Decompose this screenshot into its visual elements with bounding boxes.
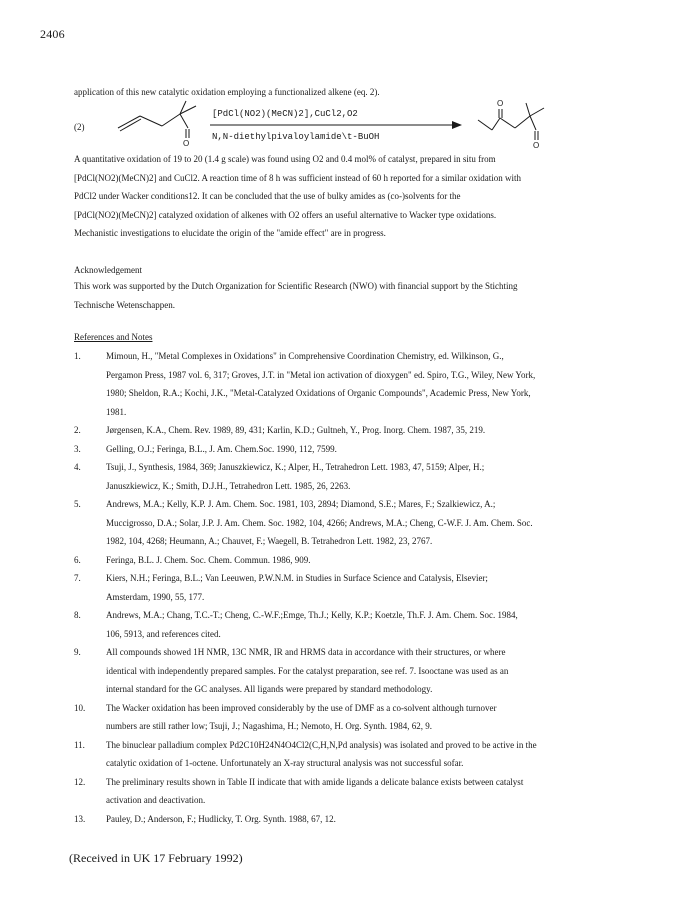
reference-line: All compounds showed 1H NMR, 13C NMR, IR and HRMS data in accordance with their structures, or where — [106, 647, 506, 657]
reference-number: 12. — [74, 776, 86, 787]
reaction-arrow-head — [452, 121, 462, 129]
reference-line: numbers are still rather low; Tsuji, J.; Nagashima, H.; Nemoto, H. Org. Synth. 1984, 62, 9. — [106, 721, 433, 731]
acknowledgement-text — [74, 277, 644, 314]
reference-text — [106, 810, 654, 829]
page-number: 2406 — [40, 27, 65, 41]
reference-text — [106, 699, 654, 736]
reference-item — [74, 773, 654, 810]
reactant-bond — [180, 106, 196, 114]
reference-text — [106, 347, 654, 421]
acknowledgement-line: This work was supported by the Dutch Organization for Scientific Research (NWO) with financial support by the Stichting — [74, 281, 518, 291]
reference-line: Kiers, N.H.; Feringa, B.L.; Van Leeuwen, P.W.N.M. in Studies in Surface Science and Catalysis, Elsevier; — [106, 573, 488, 583]
reference-line: Pauley, D.; Anderson, F.; Hudlicky, T. Org. Synth. 1988, 67, 12. — [106, 813, 336, 824]
reference-line: Andrews, M.A.; Chang, T.C.-T.; Cheng, C.-W.F.;Emge, Th.J.; Kelly, K.P.; Koetzle, Th.F. J. Am. Chem. Soc. 1984, — [106, 610, 518, 620]
product-bond — [515, 116, 530, 128]
reference-line: Tsuji, J., Synthesis, 1984, 369; Januszkiewicz, K.; Alper, H., Tetrahedron Lett. 1983, 47, 5159; Alper, H.; — [106, 462, 485, 472]
acknowledgement-heading: Acknowledgement — [74, 265, 142, 275]
reference-line: 1980; Sheldon, R.A.; Kochi, J.K., "Metal-Catalyzed Oxidations of Organic Compounds", Academic Press, New York, — [106, 388, 531, 398]
reference-text — [106, 643, 654, 699]
product-bond — [500, 118, 515, 128]
reference-text — [106, 551, 654, 570]
reference-item — [74, 569, 654, 606]
reference-line: The Wacker oxidation has been improved considerably by the use of DMF as a co-solvent although turnover — [106, 702, 497, 713]
reference-item — [74, 495, 654, 551]
reference-item — [74, 551, 654, 570]
reference-line: 1982, 104, 4268; Heumann, A.; Chauvet, F.; Waegell, B. Tetrahedron Lett. 1982, 23, 2767. — [106, 536, 433, 546]
reference-item — [74, 606, 654, 643]
equation-label: (2) — [74, 122, 85, 132]
reagents-above-arrow: [PdCl(NO2)(MeCN)2],CuCl2,O2 — [212, 109, 358, 119]
intro-line: application of this new catalytic oxidation employing a functionalized alkene (eq. 2). — [74, 87, 380, 97]
reference-number: 3. — [74, 443, 81, 454]
product-bond — [530, 108, 544, 116]
reference-item — [74, 643, 654, 699]
reference-item — [74, 736, 654, 773]
reactant-bond — [140, 116, 162, 126]
reference-text — [106, 458, 654, 495]
reaction-structures — [0, 98, 680, 153]
reference-text — [106, 495, 654, 551]
reference-number: 4. — [74, 462, 81, 472]
received-date: (Received in UK 17 February 1992) — [69, 851, 243, 865]
reference-text — [106, 773, 654, 810]
reference-number: 6. — [74, 554, 81, 565]
reference-text — [106, 736, 654, 773]
reference-line: 1981. — [106, 406, 127, 417]
reference-number: 5. — [74, 499, 81, 509]
reference-text — [106, 569, 654, 606]
product-bond — [530, 116, 536, 130]
results-paragraph — [74, 150, 644, 243]
reference-line: Andrews, M.A.; Kelly, K.P. J. Am. Chem. Soc. 1981, 103, 2894; Diamond, S.E.; Mares, F.; Szalkiewicz, A.; — [106, 499, 496, 509]
reference-number: 2. — [74, 425, 81, 435]
reactant-oxygen-label: O — [183, 139, 190, 148]
reference-item — [74, 440, 654, 459]
reference-number: 11. — [74, 739, 85, 750]
reactant-bond — [162, 114, 180, 126]
reference-line: Amsterdam, 1990, 55, 177. — [106, 591, 205, 602]
paragraph-line: PdCl2 under Wacker conditions12. It can be concluded that the use of bulky amides as (co-)solvents for the — [74, 191, 461, 201]
paragraph-line: [PdCl(NO2)(MeCN)2] and CuCl2. A reaction time of 8 h was sufficient instead of 60 h reported for a similar oxidation with — [74, 172, 521, 183]
reference-line: identical with independently prepared samples. For the catalyst preparation, see ref. 7. Isooctane was used as an — [106, 665, 509, 676]
reference-item — [74, 699, 654, 736]
reference-number: 8. — [74, 610, 81, 620]
reference-line: Gelling, O.J.; Feringa, B.L., J. Am. Chem.Soc. 1990, 112, 7599. — [106, 443, 337, 454]
reference-number: 7. — [74, 573, 81, 583]
reference-line: internal standard for the GC analyses. All ligands were prepared by standard methodology. — [106, 684, 433, 694]
paragraph-line: Mechanistic investigations to elucidate the origin of the "amide effect" are in progress. — [74, 228, 386, 238]
product-ketone-oxygen-label: O — [497, 99, 504, 108]
reference-line: Jørgensen, K.A., Chem. Rev. 1989, 89, 431; Karlin, K.D.; Gultneh, Y., Prog. Inorg. Chem. 1987, 35, 219. — [106, 425, 486, 435]
reference-text — [106, 421, 654, 440]
reference-line: Pergamon Press, 1987 vol. 6, 317; Groves, J.T. in "Metal ion activation of dioxygen" ed. Spiro, T.G., Wiley, New York, — [106, 369, 536, 380]
reference-line: 106, 5913, and references cited. — [106, 628, 221, 639]
reference-line: The preliminary results shown in Table II indicate that with amide ligands a delicate balance exists between catalyst — [106, 776, 524, 787]
reference-item — [74, 421, 654, 440]
reference-line: Januszkiewicz, K.; Smith, D.J.H., Tetrahedron Lett. 1985, 26, 2263. — [106, 480, 351, 491]
reactant-bond — [180, 114, 188, 128]
product-bond — [526, 103, 530, 116]
reference-line: Muccigrosso, D.A.; Solar, J.P. J. Am. Chem. Soc. 1982, 104, 4266; Andrews, M.A.; Cheng, C-W.F. J. Am. Chem. Soc. — [106, 517, 533, 528]
reference-text — [106, 606, 654, 643]
product-bond — [492, 118, 500, 130]
references-heading: References and Notes — [74, 332, 153, 342]
reference-line: activation and deactivation. — [106, 795, 206, 805]
reference-item — [74, 458, 654, 495]
reference-line: Feringa, B.L. J. Chem. Soc. Chem. Commun. 1986, 909. — [106, 554, 311, 565]
product-amide-oxygen-label: O — [533, 141, 540, 150]
reagents-below-arrow: N,N-diethylpivaloylamide\t-BuOH — [212, 132, 380, 142]
reference-number: 1. — [74, 351, 81, 361]
reference-item — [74, 347, 654, 421]
reference-item — [74, 810, 654, 829]
paragraph-line: [PdCl(NO2)(MeCN)2] catalyzed oxidation of alkenes with O2 offers an useful alternative to Wacker type oxidations. — [74, 209, 497, 220]
acknowledgement-line: Technische Wetenschappen. — [74, 299, 175, 310]
references-list — [74, 347, 654, 828]
reference-line: Mimoun, H., "Metal Complexes in Oxidations" in Comprehensive Coordination Chemistry, ed. Wilkinson, G., — [106, 351, 504, 361]
reference-line: catalytic oxidation of 1-octene. Unfortunately an X-ray structural analysis was not successful sofar. — [106, 758, 464, 768]
product-bond — [478, 120, 492, 130]
paragraph-line: A quantitative oxidation of 19 to 20 (1.4 g scale) was found using O2 and 0.4 mol% of catalyst, prepared in situ from — [74, 154, 496, 164]
reference-number: 9. — [74, 647, 81, 657]
reference-text — [106, 440, 654, 459]
reference-line: The binuclear palladium complex Pd2C10H24N4O4Cl2(C,H,N,Pd analysis) was isolated and proved to be active in the — [106, 739, 537, 750]
reaction-scheme — [0, 98, 680, 153]
reference-number: 13. — [74, 813, 86, 824]
reference-number: 10. — [74, 702, 86, 713]
